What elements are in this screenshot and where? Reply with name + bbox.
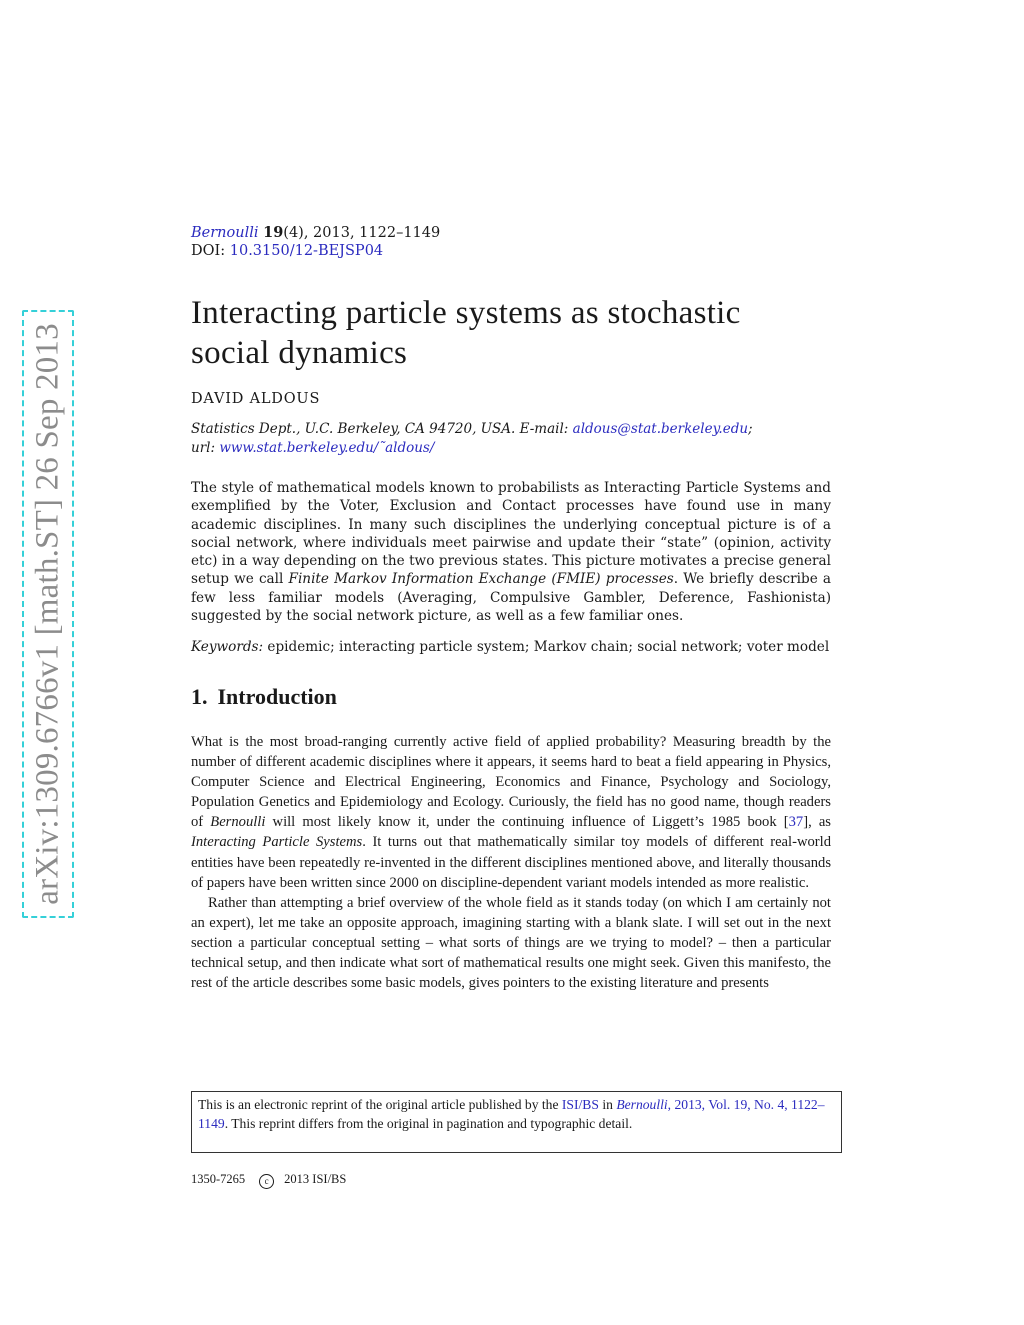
abstract-fmie-term: Finite Markov Information Exchange (FMIE) processes — [288, 571, 674, 588]
introduction-body — [191, 732, 831, 993]
doi-link[interactable]: 10.3150/12-BEJSP04 — [229, 243, 384, 259]
section-title: Introduction — [217, 684, 337, 709]
author-name: DAVID ALDOUS — [191, 391, 321, 407]
affiliation-text: Statistics Dept., U.C. Berkeley, CA 94720, USA. E-mail: — [191, 421, 573, 437]
arxiv-stamp — [22, 310, 74, 918]
keywords-label: Keywords: — [191, 639, 264, 655]
copyright-icon: c — [259, 1174, 274, 1189]
abstract-part-2: . We briefly describe a few less familiar models (Averaging, Compulsive Gambler, Deference, Fashionista) suggested by the social network picture, as well as a few familiar ones. — [191, 571, 832, 625]
affiliation — [191, 420, 831, 458]
doi-label: DOI: — [191, 243, 230, 259]
title-line-2: social dynamics — [191, 335, 408, 371]
keywords-list: epidemic; interacting particle system; Markov chain; social network; voter model — [263, 639, 830, 655]
paragraph-1-text-b: will most likely know it, under the continuing influence of Liggett’s 1985 book [ — [265, 814, 789, 831]
title-line-1: Interacting particle systems as stochastic — [191, 295, 741, 331]
arxiv-identifier: arXiv:1309.6766v1 [math.ST] 26 Sep 2013 — [29, 323, 66, 905]
issn: 1350-7265 — [191, 1172, 246, 1186]
email-link[interactable]: aldous@stat.berkeley.edu — [572, 421, 749, 437]
journal-issue-pages: (4), 2013, 1122–1149 — [283, 225, 441, 241]
paragraph-1-text-d: . It turns out that mathematically similar toy models of different real-world entities have been repeatedly re-invented in the different disciplines mentioned above, and literally thousands of papers have been written since 2000 on discipline-dependent variant models intended as more realistic. — [191, 834, 832, 891]
homepage-link[interactable]: www.stat.berkeley.edu/˜aldous/ — [219, 440, 435, 456]
footer — [191, 1172, 346, 1189]
reprint-text-1: This is an electronic reprint of the original article published by the — [198, 1097, 562, 1112]
journal-name-link[interactable]: Bernoulli — [191, 225, 259, 241]
abstract — [191, 479, 831, 625]
paragraph-1 — [191, 732, 831, 893]
section-number: 1. — [191, 684, 208, 709]
section-heading — [191, 684, 337, 710]
publisher-link[interactable]: ISI/BS — [561, 1097, 599, 1112]
paragraph-2: Rather than attempting a brief overview of the whole field as it stands today (on which I am certainly not an expert), let me take an opposite approach, imagining starting with a blank slate. I will set out in the next section a particular conceptual setting – what sorts of things are we trying to model? – then a particular technical setup, and then indicate what sort of mathematical results one might seek. Given this manifesto, the rest of the article describes some basic models, gives pointers to the existing literature and presents — [191, 894, 831, 992]
abstract-part-1: The style of mathematical models known to probabilists as Interacting Particle Systems and exemplified by the Voter, Exclusion and Contact processes have found use in many academic disciplines. In many such disciplines the underlying conceptual picture is of a social network, where individuals meet pairwise and update their “state” (opinion, activity etc) in a way depending on the two previous states. This picture motivates a precise general setup we call — [191, 480, 831, 588]
citation-details-link[interactable]: , 2013, Vol. 19, No. 4, 1122–1149 — [198, 1097, 825, 1131]
journal-link[interactable]: Bernoulli — [616, 1097, 668, 1112]
citation-link[interactable]: 37 — [788, 814, 804, 831]
journal-mention: Bernoulli — [210, 814, 266, 831]
copyright-text: 2013 ISI/BS — [284, 1172, 347, 1186]
affiliation-separator: ; — [748, 421, 753, 437]
reprint-notice-box — [191, 1091, 842, 1153]
paragraph-1-text-c: ], as — [803, 814, 831, 831]
journal-reference — [191, 223, 440, 243]
paper-title — [191, 293, 831, 373]
keywords — [191, 638, 831, 656]
reprint-text-3: . This reprint differs from the original in pagination and typographic detail. — [224, 1115, 633, 1131]
url-label: url: — [191, 440, 220, 456]
doi-line — [191, 242, 383, 261]
paragraph-1-text-a: What is the most broad-ranging currently active field of applied probability? Measuring breadth by the number of different academic disciplines where it appears, it seems hard to beat a field appearing in Physics, Computer Science and Electrical Engineering, Economics and Finance, Psychology and Sociology, Population Genetics and Epidemiology and Ecology. Curiously, the field has no good name, though readers of — [191, 734, 831, 831]
field-name: Interacting Particle Systems — [191, 834, 363, 851]
journal-volume: 19 — [263, 224, 284, 241]
reprint-text-2: in — [598, 1097, 617, 1112]
